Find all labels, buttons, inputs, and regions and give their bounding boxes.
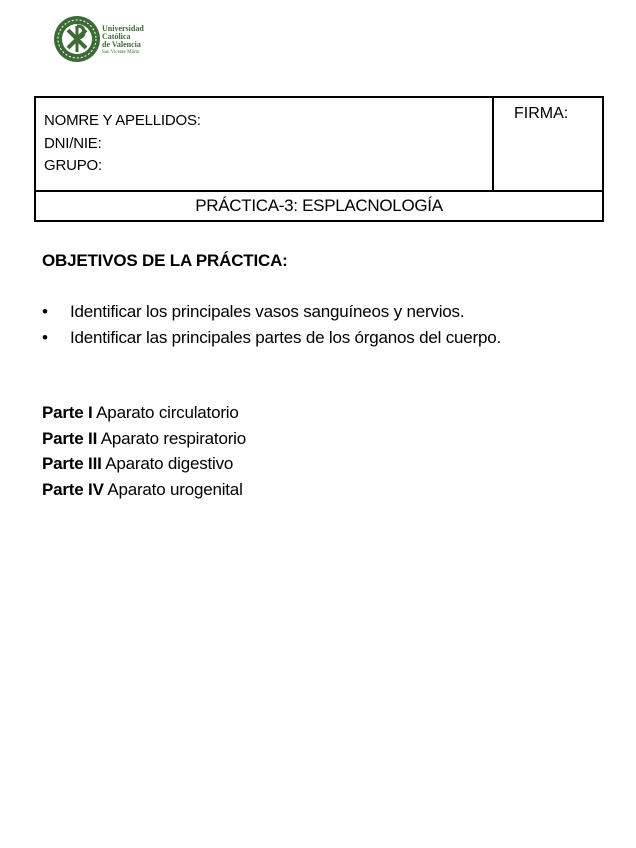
student-info-table bbox=[34, 96, 604, 222]
university-emblem-icon bbox=[52, 14, 102, 64]
part-item bbox=[42, 429, 246, 455]
part-label: Parte II bbox=[42, 428, 98, 448]
bullet-icon: • bbox=[42, 328, 48, 347]
university-name-line-3: de Valencia bbox=[102, 40, 141, 49]
university-name-line-1: Universidad bbox=[102, 24, 144, 33]
objective-text: Identificar los principales vasos sanguíneos y nervios. bbox=[70, 302, 465, 321]
id-label: DNI/NIE: bbox=[44, 135, 102, 152]
part-label: Parte I bbox=[42, 403, 93, 422]
bullet-icon: • bbox=[42, 302, 48, 321]
parts-list bbox=[42, 403, 246, 505]
signature-label: FIRMA: bbox=[514, 105, 569, 122]
university-logo bbox=[52, 14, 162, 66]
part-item bbox=[42, 480, 246, 506]
name-label: NOMRE Y APELLIDOS: bbox=[44, 112, 201, 129]
university-name bbox=[102, 25, 164, 56]
part-item bbox=[42, 403, 246, 429]
university-name-line-2: Católica bbox=[102, 32, 131, 41]
part-text: Aparato urogenital bbox=[107, 479, 243, 499]
practice-title: PRÁCTICA-3: ESPLACNOLOGÍA bbox=[36, 190, 602, 220]
part-text: Aparato digestivo bbox=[105, 454, 234, 473]
part-label: Parte III bbox=[42, 454, 102, 473]
student-fields-cell bbox=[36, 98, 494, 190]
signature-cell bbox=[494, 98, 602, 190]
objectives-heading: OBJETIVOS DE LA PRÁCTICA: bbox=[42, 251, 288, 270]
objective-text: Identificar las principales partes de los órganos del cuerpo. bbox=[70, 328, 501, 347]
part-text: Aparato circulatorio bbox=[96, 403, 239, 422]
group-label: GRUPO: bbox=[44, 157, 102, 174]
part-label: Parte IV bbox=[42, 479, 104, 499]
part-text: Aparato respiratorio bbox=[100, 428, 247, 448]
part-item bbox=[42, 454, 246, 480]
university-subline: San Vicente Mártir bbox=[102, 50, 140, 55]
